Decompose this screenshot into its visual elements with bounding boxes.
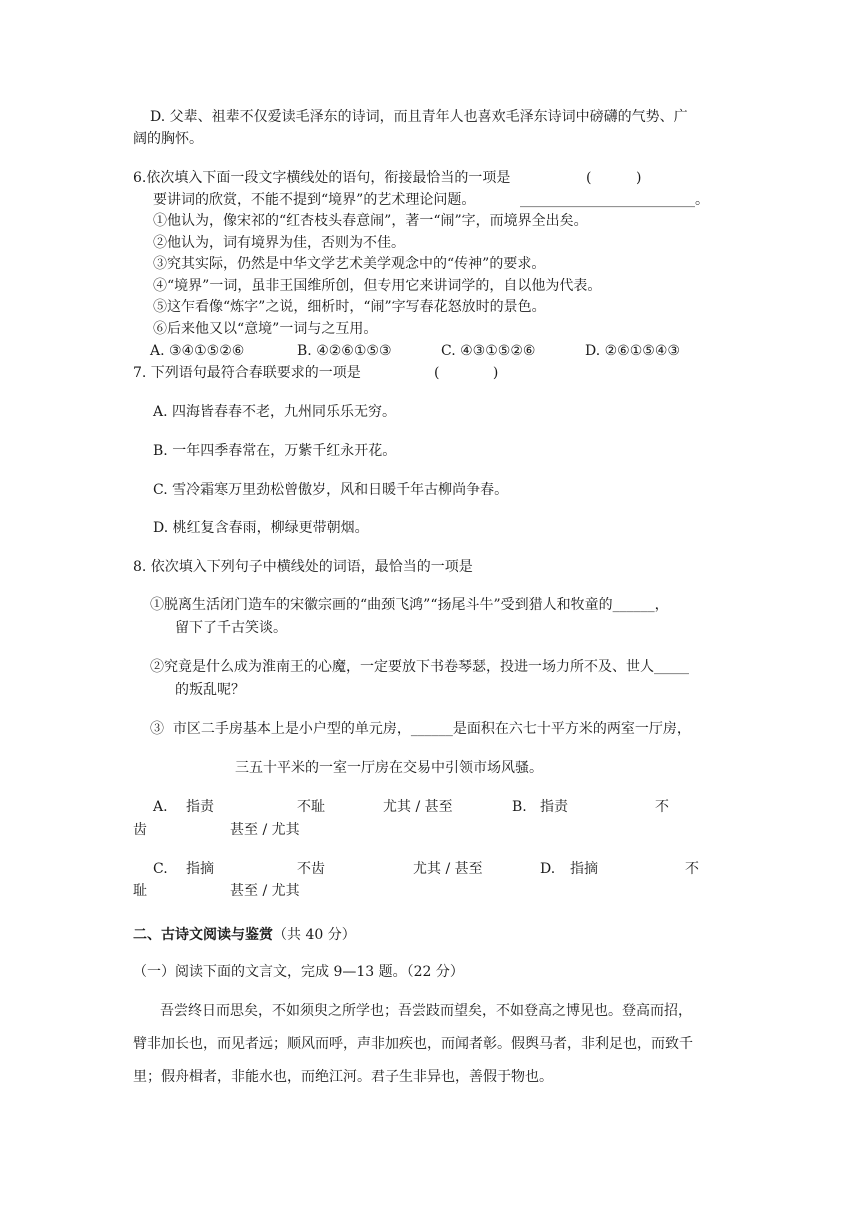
section-2-heading-score: （共 40 分） xyxy=(273,927,356,943)
q6-item-6: ⑥后来他又以“意境”一词与之互用。 xyxy=(153,321,378,337)
q7-answer-paren: ( ) xyxy=(434,365,499,381)
q6-answer-paren: ( ) xyxy=(586,170,642,186)
passage-line-2: 臂非加长也，而见者远；顺风而呼，声非加疾也，而闻者彰。假舆马者，非利足也，而致千 xyxy=(133,1036,693,1052)
q8-option-b-word2a: 不 xyxy=(655,799,669,815)
section-2-heading-title: 二、古诗文阅读与鉴赏 xyxy=(133,927,273,943)
q5-option-d-line2: 阔的胸怀。 xyxy=(133,131,203,147)
q8-option-d-word2b: 耻 xyxy=(133,883,147,899)
q7-option-b: B. 一年四季春常在，万紫千红永开花。 xyxy=(153,443,397,459)
q6-passage: 要讲词的欣赏，不能不提到“境界”的艺术理论问题。 xyxy=(153,192,476,208)
q7-option-d: D. 桃红复含春雨，柳绿更带朝烟。 xyxy=(153,520,369,536)
q8-sentence-2-line2: 的叛乱呢？ xyxy=(175,682,245,698)
q8-stem: 8. 依次填入下列句子中横线处的词语，最恰当的一项是 xyxy=(133,559,473,575)
q7-option-a: A. 四海皆春春不老，九州同乐乐无穷。 xyxy=(153,404,397,420)
q6-item-2: ②他认为，词有境界为佳，否则为不佳。 xyxy=(153,235,405,251)
q8-option-a-label: A. xyxy=(153,799,168,815)
q8-option-c-word1: 指摘 xyxy=(186,861,214,877)
passage-line-1: 吾尝终日而思矣，不如须臾之所学也；吾尝跂而望矣，不如登高之博见也。登高而招， xyxy=(160,1003,692,1019)
q7-stem: 7. 下列语句最符合春联要求的一项是 xyxy=(133,365,361,381)
q8-sentence-2-line1: ②究竟是什么成为淮南王的心魔，一定要放下书卷琴瑟，投进一场力所不及、世人_____ xyxy=(150,659,689,675)
q6-item-4: ④“境界”一词，虽非王国维所创，但专用它来讲词学的，自以他为代表。 xyxy=(153,278,602,294)
q8-option-c-word3: 尤其 / 甚至 xyxy=(413,861,483,877)
q8-sentence-3-line2: 三五十平米的一室一厅房在交易中引领市场风骚。 xyxy=(235,760,543,776)
q7-option-c: C. 雪冷霜寒万里劲松曾傲岁，风和日暖千年古柳尚争春。 xyxy=(153,482,509,498)
q5-option-d-line1: D. 父辈、祖辈不仅爱读毛泽东的诗词，而且青年人也喜欢毛泽东诗词中磅礴的气势、广 xyxy=(150,109,688,125)
q6-stem: 6.依次填入下面一段文字横线处的语句，衔接最恰当的一项是 xyxy=(133,170,511,186)
q8-option-c-word2: 不齿 xyxy=(297,861,325,877)
q8-option-d-word2a: 不 xyxy=(685,861,699,877)
q6-option-d: D. ②⑥①⑤④③ xyxy=(585,343,680,359)
q8-option-d-word1: 指摘 xyxy=(570,861,598,877)
q8-option-b-word1: 指责 xyxy=(540,799,568,815)
q6-item-3: ③究其实际，仍然是中华文学艺术美学观念中的“传神”的要求。 xyxy=(153,256,546,272)
section-2-heading xyxy=(133,925,356,945)
q6-item-5: ⑤这乍看像“炼字”之说，细析时，“闹”字写春花怒放时的景色。 xyxy=(153,299,546,315)
q8-option-c-label: C. xyxy=(153,861,168,877)
q6-option-c: C. ④③①⑤②⑥ xyxy=(441,343,536,359)
q8-option-a-word2: 不耻 xyxy=(297,799,325,815)
q8-option-b-label: B. xyxy=(512,799,527,815)
q8-option-a-word3: 尤其 / 甚至 xyxy=(383,799,453,815)
q6-option-b: B. ④②⑥①⑤③ xyxy=(297,343,392,359)
q8-sentence-1-line1: ①脱离生活闭门造车的宋徽宗画的“曲颈飞鸿”“扬尾斗牛”受到猎人和牧童的______， xyxy=(150,597,669,613)
q6-item-1: ①他认为，像宋祁的“红杏枝头春意闹”，著一“闹”字，而境界全出矣。 xyxy=(153,213,588,229)
section-2-subheading: （一）阅读下面的文言文，完成 9—13 题。（22 分） xyxy=(133,964,464,980)
q8-option-b-word3: 甚至 / 尤其 xyxy=(230,822,300,838)
q8-option-b-word2b: 齿 xyxy=(133,822,147,838)
q8-option-d-label: D. xyxy=(540,861,556,877)
q6-option-a: A. ③④①⑤②⑥ xyxy=(150,343,245,359)
q8-option-a-word1: 指责 xyxy=(186,799,214,815)
passage-line-3: 里；假舟楫者，非能水也，而绝江河。君子生非异也，善假于物也。 xyxy=(133,1069,553,1085)
q8-option-d-word3: 甚至 / 尤其 xyxy=(230,883,300,899)
q8-sentence-3-line1: ③ 市区二手房基本上是小户型的单元房，______是面积在六七十平方米的两室一厅房， xyxy=(150,721,691,737)
q6-blank: _________________________。 xyxy=(520,192,709,208)
q8-sentence-1-line2: 留下了千古笑谈。 xyxy=(175,620,287,636)
